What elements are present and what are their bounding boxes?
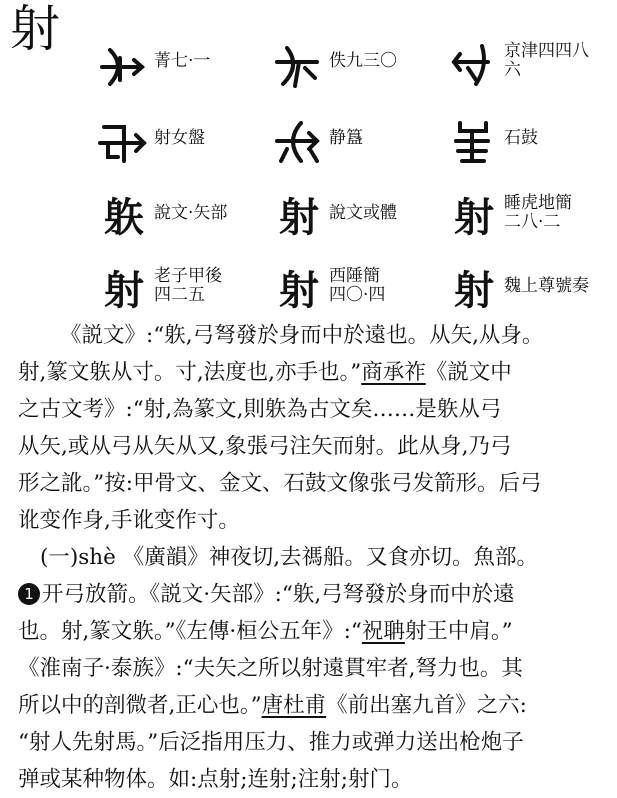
form-source: 菁七·一	[154, 51, 211, 71]
text-line: 弹或某种物体。如:点射;连射;注射;射门。	[18, 767, 413, 792]
person-name: 祝聃	[361, 619, 405, 644]
form-source: 石鼓	[504, 128, 538, 148]
text-line: 讹变作身,手讹变作寸。	[18, 508, 240, 533]
text-line: 也。射,篆文䠶。”《左傳·桓公五年》:“祝聃射王中肩。”	[18, 619, 513, 644]
text-line: 从矢,或从弓从矢从又,象張弓注矢而射。此从身,乃弓	[18, 434, 512, 459]
form-source: 老子甲後 四二五	[154, 266, 222, 305]
bronze-glyph-icon	[271, 117, 323, 169]
form-entry	[442, 188, 617, 258]
headword: 射	[10, 0, 60, 58]
text-line: 形之訛。”按:甲骨文、金文、石鼓文像张弓发箭形。后弓	[18, 471, 542, 496]
text-line: 所以中的剖微者,正心也。”唐杜甫《前出塞九首》之六:	[18, 693, 527, 718]
form-entry	[267, 113, 442, 183]
oracle-bone-glyph-icon	[271, 40, 323, 92]
clerical-script-glyph: 射	[454, 267, 494, 314]
form-entry	[442, 113, 617, 183]
person-name: 商承祚	[361, 360, 426, 385]
form-entry	[92, 113, 267, 183]
silk-manuscript-glyph: 射	[104, 267, 144, 314]
form-source: 魏上尊號奏	[504, 276, 589, 296]
form-entry	[92, 36, 267, 106]
form-source: 射女盤	[154, 128, 205, 148]
seal-script-glyph: 射	[279, 194, 319, 241]
text-line: 《説文》:“䠶,弓弩發於身而中於遠也。从矢,从身。	[60, 323, 544, 348]
seal-script-glyph: 䠶	[104, 194, 144, 241]
forms-row	[92, 36, 612, 106]
text-line: 《淮南子·泰族》:“夫矢之所以射遠貫牢者,弩力也。其	[18, 656, 523, 681]
form-entry	[267, 188, 442, 258]
form-source: 說文或體	[329, 203, 397, 223]
forms-row	[92, 188, 612, 258]
stone-drum-glyph-icon	[446, 117, 498, 169]
sense-line: 1 开弓放箭。《説文·矢部》:“䠶,弓弩發於身而中於遠	[18, 576, 610, 613]
text-line: “射人先射馬。”后泛指用压力、推力或弹力送出枪炮子	[18, 730, 524, 755]
bronze-glyph-icon	[96, 117, 148, 169]
form-source: 睡虎地簡 二八·二	[504, 193, 572, 232]
form-source: 說文·矢部	[154, 203, 228, 223]
oracle-bone-glyph-icon	[96, 40, 148, 92]
etymology-and-definition	[18, 317, 610, 798]
person-name: 唐杜甫	[261, 693, 327, 718]
sense-number-badge: 1	[18, 583, 40, 605]
form-source: 西陲簡 四〇·四	[329, 266, 386, 305]
form-source: 静簋	[329, 128, 363, 148]
text-line: 射,篆文䠶从寸。寸,法度也,亦手也。”商承祚《説文中	[18, 360, 512, 385]
form-entry	[267, 36, 442, 106]
bamboo-slip-glyph: 射	[279, 267, 319, 314]
bamboo-slip-glyph: 射	[454, 194, 494, 241]
form-source: 佚九三〇	[329, 51, 397, 71]
forms-row	[92, 113, 612, 183]
oracle-bone-glyph-icon	[446, 40, 498, 92]
form-entry	[92, 188, 267, 258]
pronunciation-line: (一)shè 《廣韻》神夜切,去禡船。又食亦切。魚部。	[40, 545, 539, 570]
text-line: 之古文考》:“射,為篆文,則䠶為古文矣……是䠶从弓	[18, 397, 502, 422]
form-source: 京津四四八 六	[504, 41, 589, 80]
form-entry	[442, 36, 617, 106]
